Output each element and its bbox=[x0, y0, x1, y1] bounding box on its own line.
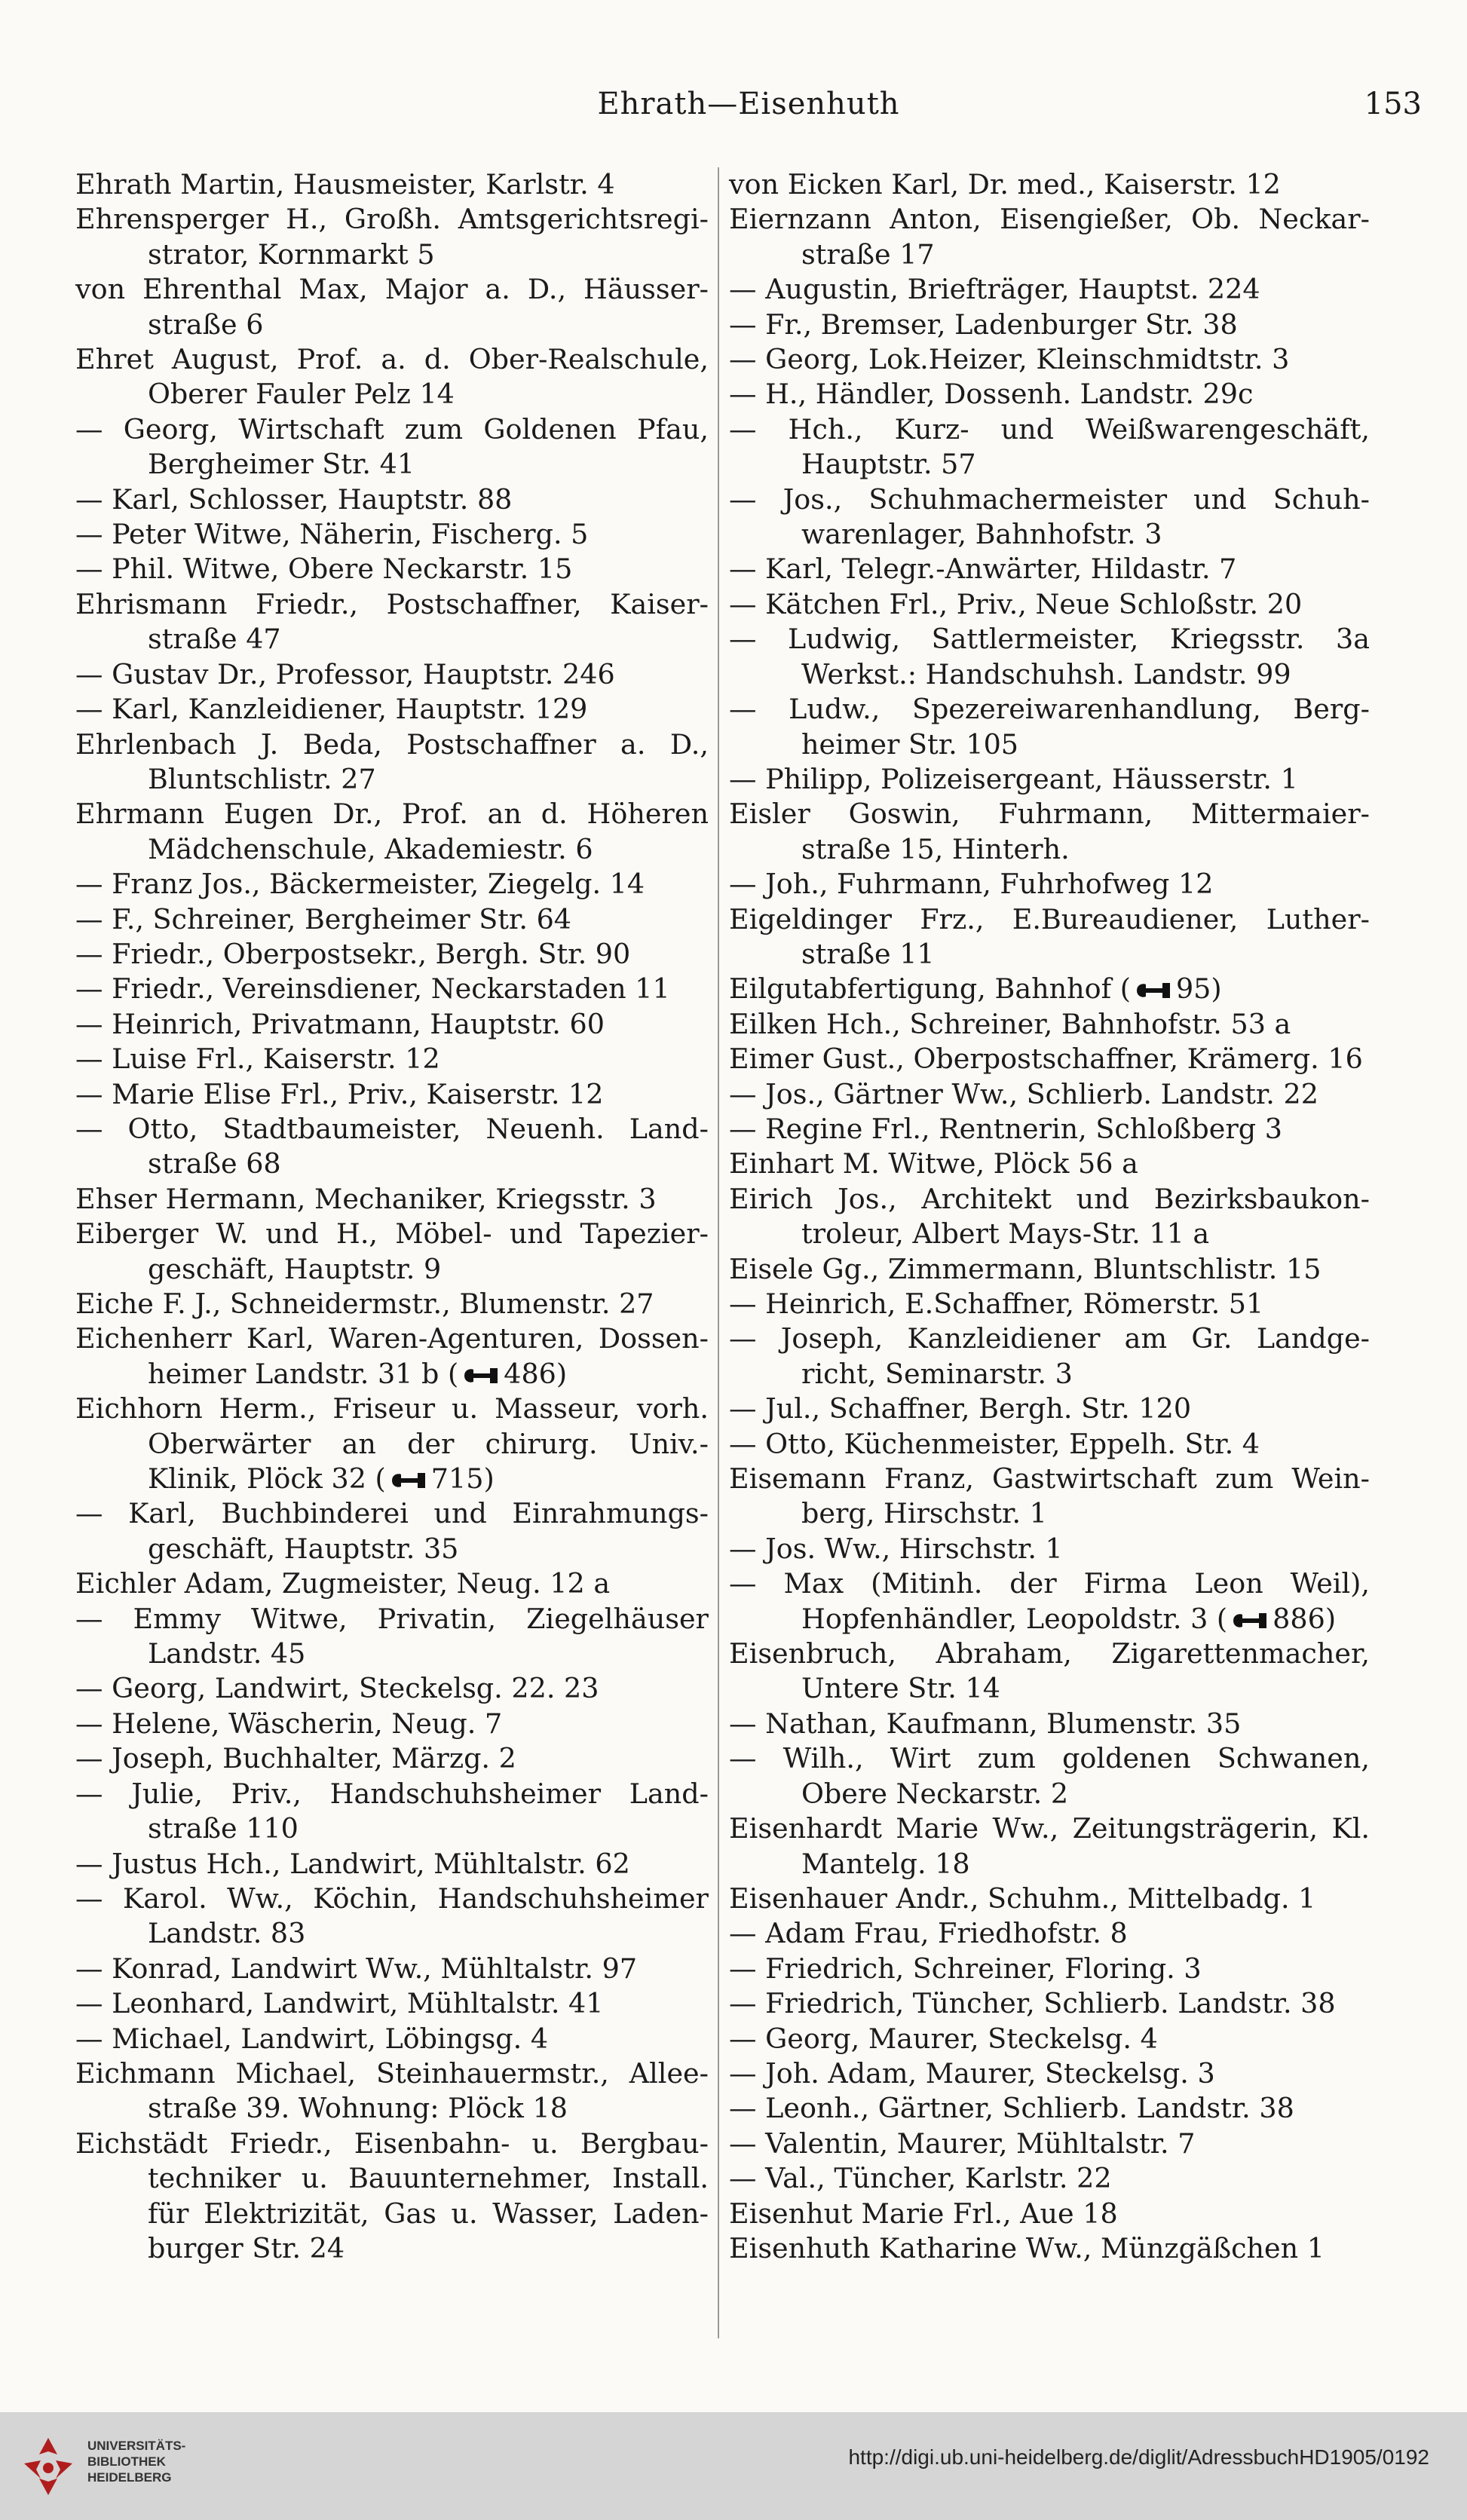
library-footer bbox=[0, 2412, 1467, 2520]
directory-entry: Ehser Hermann, Mechaniker, Kriegsstr. 3 bbox=[75, 1182, 657, 1215]
directory-entry: Eigeldinger Frz., E.Bureaudiener, Luther- straße 11 bbox=[729, 902, 1370, 970]
directory-entry: Eisele Gg., Zimmermann, Bluntschlistr. 15 bbox=[729, 1252, 1322, 1285]
directory-entry: Eilgutabfertigung, Bahnhof ( 95) bbox=[729, 972, 1222, 1006]
directory-entry: Ehrath Martin, Hausmeister, Karlstr. 4 bbox=[75, 168, 615, 201]
directory-entry: Eirich Jos., Architekt und Bezirksbaukon- troleur, Albert Mays-Str. 11 a bbox=[729, 1182, 1370, 1251]
directory-entry: Eisler Goswin, Fuhrmann, Mittermaier- straße 15, Hinterh. bbox=[729, 798, 1370, 865]
directory-entry: — Joh., Fuhrmann, Fuhrhofweg 12 bbox=[729, 868, 1214, 901]
directory-entry: — Joh. Adam, Maurer, Steckelsg. 3 bbox=[729, 2056, 1215, 2090]
page-number: 153 bbox=[1364, 87, 1422, 121]
directory-entry: — Otto, Stadtbaumeister, Neuenh. Land- straße 68 bbox=[75, 1112, 709, 1180]
directory-entry: — Karl, Buchbinderei und Einrahmungs- geschäft, Hauptstr. 35 bbox=[75, 1497, 709, 1565]
directory-entry: Eichenherr Karl, Waren-Agenturen, Dossen- heimer Landstr. 31 b ( 486) bbox=[75, 1322, 709, 1390]
directory-entry: — Kätchen Frl., Priv., Neue Schloßstr. 20 bbox=[729, 587, 1303, 620]
directory-entry: — H., Händler, Dossenh. Landstr. 29c bbox=[729, 378, 1254, 411]
telephone-icon bbox=[389, 1470, 428, 1491]
directory-entry: — Philipp, Polizeisergeant, Häusserstr. 1 bbox=[729, 762, 1298, 795]
directory-entry: — Adam Frau, Friedhofstr. 8 bbox=[729, 1917, 1128, 1950]
directory-entry: Eisenhauer Andr., Schuhm., Mittelbadg. 1 bbox=[729, 1882, 1316, 1915]
directory-entry: — Val., Tüncher, Karlstr. 22 bbox=[729, 2162, 1112, 2195]
directory-entry: — Karl, Telegr.-Anwärter, Hildastr. 7 bbox=[729, 553, 1237, 586]
directory-entry: — Karl, Kanzleidiener, Hauptstr. 129 bbox=[75, 693, 588, 726]
library-name-line: BIBLIOTHEK bbox=[87, 2454, 166, 2469]
directory-entry: — Hch., Kurz- und Weißwarengeschäft, Hauptstr. 57 bbox=[729, 412, 1370, 481]
directory-entry: — Marie Elise Frl., Priv., Kaiserstr. 12 bbox=[75, 1077, 604, 1110]
directory-entry: — Peter Witwe, Näherin, Fischerg. 5 bbox=[75, 518, 589, 551]
directory-entry: — Regine Frl., Rentnerin, Schloßberg 3 bbox=[729, 1112, 1282, 1145]
directory-entry: — Wilh., Wirt zum goldenen Schwanen, Obere Neckarstr. 2 bbox=[729, 1742, 1370, 1810]
column-divider bbox=[718, 167, 719, 2338]
directory-entry: Eilken Hch., Schreiner, Bahnhofstr. 53 a bbox=[729, 1007, 1291, 1040]
telephone-icon bbox=[1230, 1610, 1269, 1631]
directory-entry: — Nathan, Kaufmann, Blumenstr. 35 bbox=[729, 1707, 1242, 1740]
directory-entry: — Justus Hch., Landwirt, Mühltalstr. 62 bbox=[75, 1847, 630, 1880]
directory-entry: — Augustin, Briefträger, Hauptst. 224 bbox=[729, 273, 1260, 306]
directory-entry: — Ludw., Spezereiwarenhandlung, Berg- heimer Str. 105 bbox=[729, 693, 1370, 761]
library-name-line: HEIDELBERG bbox=[87, 2470, 172, 2485]
directory-entry: — F., Schreiner, Bergheimer Str. 64 bbox=[75, 902, 572, 935]
directory-entry: — Joseph, Kanzleidiener am Gr. Landge- richt, Seminarstr. 3 bbox=[729, 1322, 1370, 1390]
directory-entry: — Georg, Lok.Heizer, Kleinschmidtstr. 3 bbox=[729, 343, 1290, 376]
directory-entry: — Gustav Dr., Professor, Hauptstr. 246 bbox=[75, 657, 615, 690]
directory-entry: Eisenbruch, Abraham, Zigarettenmacher, Untere Str. 14 bbox=[729, 1637, 1370, 1705]
directory-entry: — Karol. Ww., Köchin, Handschuhsheimer Landstr. 83 bbox=[75, 1882, 709, 1950]
directory-entry: — Friedrich, Tüncher, Schlierb. Landstr. 38 bbox=[729, 1987, 1336, 2020]
directory-entry: Einhart M. Witwe, Plöck 56 a bbox=[729, 1147, 1138, 1180]
directory-entry: Eisenhut Marie Frl., Aue 18 bbox=[729, 2197, 1118, 2230]
directory-entry: — Friedrich, Schreiner, Floring. 3 bbox=[729, 1952, 1202, 1985]
directory-entry: Eisemann Franz, Gastwirtschaft zum Wein- berg, Hirschstr. 1 bbox=[729, 1462, 1370, 1530]
directory-entry: — Julie, Priv., Handschuhsheimer Land- straße 110 bbox=[75, 1777, 709, 1845]
directory-entry: — Jos., Gärtner Ww., Schlierb. Landstr. 22 bbox=[729, 1077, 1318, 1110]
directory-entry: Ehrensperger H., Großh. Amtsgerichtsregi- strator, Kornmarkt 5 bbox=[75, 203, 709, 271]
telephone-icon bbox=[1134, 980, 1173, 1001]
page-header bbox=[75, 87, 1422, 132]
directory-entry: — Luise Frl., Kaiserstr. 12 bbox=[75, 1043, 440, 1076]
directory-entry: — Valentin, Maurer, Mühltalstr. 7 bbox=[729, 2127, 1196, 2160]
directory-entry: Eisenhuth Katharine Ww., Münzgäßchen 1 bbox=[729, 2231, 1325, 2264]
directory-entry: — Helene, Wäscherin, Neug. 7 bbox=[75, 1707, 503, 1740]
directory-entry: — Jos. Ww., Hirschstr. 1 bbox=[729, 1532, 1063, 1565]
library-name bbox=[87, 2438, 185, 2485]
directory-entry: — Friedr., Oberpostsekr., Bergh. Str. 90 bbox=[75, 937, 631, 970]
directory-entry: Eichhorn Herm., Friseur u. Masseur, vorh. Oberwärter an der chirurg. Univ.- Klinik, Plöck 32 ( 715) bbox=[75, 1392, 709, 1496]
directory-entry: Eiche F. J., Schneidermstr., Blumenstr. 27 bbox=[75, 1288, 654, 1320]
directory-entry: von Ehrenthal Max, Major a. D., Häusser- straße 6 bbox=[75, 273, 709, 341]
directory-entry: Eichmann Michael, Steinhauermstr., Allee- straße 39. Wohnung: Plöck 18 bbox=[75, 2056, 709, 2125]
university-library-logo-icon bbox=[15, 2433, 81, 2500]
directory-entry: Ehret August, Prof. a. d. Ober-Realschule, Oberer Fauler Pelz 14 bbox=[75, 343, 709, 411]
directory-entry: Ehrmann Eugen Dr., Prof. an d. Höheren Mädchenschule, Akademiestr. 6 bbox=[75, 798, 709, 865]
directory-entry: Eiberger W. und H., Möbel- und Tapezier- geschäft, Hauptstr. 9 bbox=[75, 1217, 709, 1285]
source-url-link[interactable]: http://digi.ub.uni-heidelberg.de/diglit/AdressbuchHD1905/0192 bbox=[848, 2445, 1429, 2469]
directory-entry: — Otto, Küchenmeister, Eppelh. Str. 4 bbox=[729, 1427, 1260, 1460]
directory-entry: — Leonhard, Landwirt, Mühltalstr. 41 bbox=[75, 1987, 604, 2020]
directory-entry: — Heinrich, E.Schaffner, Römerstr. 51 bbox=[729, 1288, 1264, 1320]
directory-entry: — Franz Jos., Bäckermeister, Ziegelg. 14 bbox=[75, 868, 645, 901]
directory-entry: — Joseph, Buchhalter, Märzg. 2 bbox=[75, 1742, 516, 1775]
directory-entry: — Georg, Wirtschaft zum Goldenen Pfau, Bergheimer Str. 41 bbox=[75, 412, 709, 481]
running-title: Ehrath—Eisenhuth bbox=[597, 87, 900, 121]
directory-entry: Eichstädt Friedr., Eisenbahn- u. Bergbau- techniker u. Bauunternehmer, Install. für Elektrizität, Gas u. Wasser, Laden- burger Str. 24 bbox=[75, 2127, 709, 2264]
directory-entry: — Jos., Schuhmachermeister und Schuh- warenlager, Bahnhofstr. 3 bbox=[729, 482, 1370, 551]
directory-entry: Eiernzann Anton, Eisengießer, Ob. Neckar- straße 17 bbox=[729, 203, 1370, 271]
directory-entry: — Leonh., Gärtner, Schlierb. Landstr. 38 bbox=[729, 2092, 1294, 2125]
directory-entry: — Phil. Witwe, Obere Neckarstr. 15 bbox=[75, 553, 573, 586]
directory-entry: — Ludwig, Sattlermeister, Kriegsstr. 3a Werkst.: Handschuhsh. Landstr. 99 bbox=[729, 623, 1370, 690]
directory-entry: von Eicken Karl, Dr. med., Kaiserstr. 12 bbox=[729, 168, 1281, 201]
telephone-icon bbox=[461, 1365, 501, 1386]
directory-entry: — Friedr., Vereinsdiener, Neckarstaden 11 bbox=[75, 972, 670, 1006]
directory-entry: — Georg, Maurer, Steckelsg. 4 bbox=[729, 2022, 1158, 2055]
directory-entry: — Michael, Landwirt, Löbingsg. 4 bbox=[75, 2022, 549, 2055]
directory-entry: — Georg, Landwirt, Steckelsg. 22. 23 bbox=[75, 1672, 599, 1705]
directory-entry: Ehrismann Friedr., Postschaffner, Kaiser- straße 47 bbox=[75, 587, 709, 656]
left-column bbox=[75, 167, 709, 2266]
directory-entry: — Konrad, Landwirt Ww., Mühltalstr. 97 bbox=[75, 1952, 638, 1985]
directory-entry: — Fr., Bremser, Ladenburger Str. 38 bbox=[729, 308, 1238, 341]
directory-entry: Eisenhardt Marie Ww., Zeitungsträgerin, Kl. Mantelg. 18 bbox=[729, 1812, 1370, 1880]
right-column bbox=[729, 167, 1370, 2266]
directory-entry: — Max (Mitinh. der Firma Leon Weil), Hopfenhändler, Leopoldstr. 3 ( 886) bbox=[729, 1567, 1370, 1635]
directory-entry: — Emmy Witwe, Privatin, Ziegelhäuser Landstr. 45 bbox=[75, 1602, 709, 1670]
directory-entry: — Heinrich, Privatmann, Hauptstr. 60 bbox=[75, 1007, 605, 1040]
directory-entry: Eimer Gust., Oberpostschaffner, Krämerg. 16 bbox=[729, 1043, 1363, 1076]
directory-entry: — Karl, Schlosser, Hauptstr. 88 bbox=[75, 482, 513, 516]
directory-entry: — Jul., Schaffner, Bergh. Str. 120 bbox=[729, 1392, 1192, 1425]
directory-entry: Ehrlenbach J. Beda, Postschaffner a. D., Bluntschlistr. 27 bbox=[75, 727, 709, 795]
library-name-line: UNIVERSITÄTS- bbox=[87, 2439, 186, 2453]
directory-entry: Eichler Adam, Zugmeister, Neug. 12 a bbox=[75, 1567, 611, 1600]
